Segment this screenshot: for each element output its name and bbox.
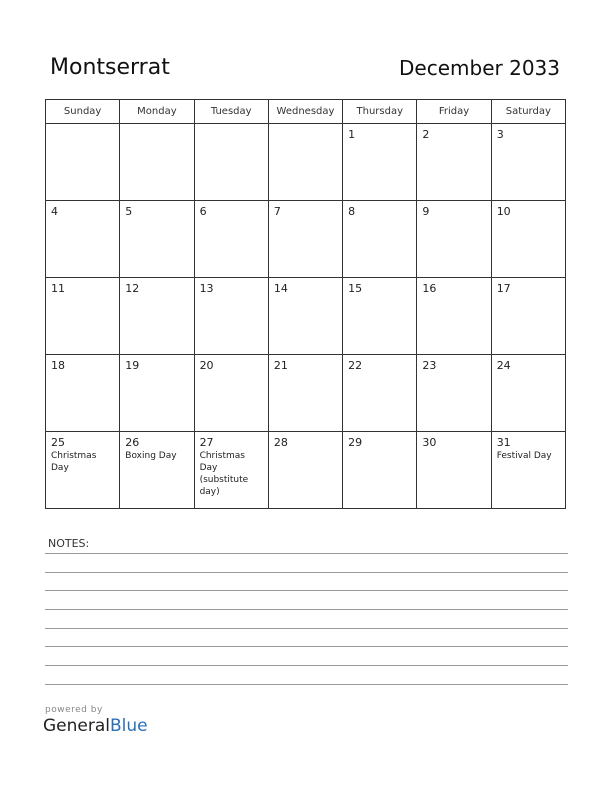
weekday-saturday: Saturday bbox=[491, 100, 565, 124]
day-cell bbox=[46, 201, 120, 278]
note-line bbox=[45, 572, 568, 573]
holiday-label: Boxing Day bbox=[125, 451, 177, 461]
day-cell bbox=[491, 432, 565, 509]
calendar-grid bbox=[45, 99, 566, 509]
week-row bbox=[46, 201, 566, 278]
day-cell bbox=[268, 278, 342, 355]
day-number: 12 bbox=[125, 282, 140, 295]
day-cell bbox=[194, 355, 268, 432]
day-number: 14 bbox=[273, 282, 288, 295]
holiday-label: Christmas Day (substitute day) bbox=[199, 451, 249, 497]
day-cell bbox=[343, 124, 417, 201]
note-line bbox=[45, 590, 568, 591]
day-cell bbox=[417, 124, 491, 201]
day-number: 28 bbox=[273, 436, 288, 449]
day-number: 8 bbox=[348, 205, 356, 218]
day-number: 24 bbox=[496, 359, 511, 372]
day-cell bbox=[268, 124, 342, 201]
day-number: 1 bbox=[348, 128, 356, 141]
day-cell bbox=[120, 278, 194, 355]
day-number: 18 bbox=[51, 359, 65, 372]
day-number: 22 bbox=[348, 359, 363, 372]
day-number: 15 bbox=[348, 282, 363, 295]
day-cell bbox=[491, 124, 565, 201]
day-number: 20 bbox=[199, 359, 214, 372]
day-cell bbox=[120, 201, 194, 278]
day-cell bbox=[120, 124, 194, 201]
day-cell bbox=[46, 278, 120, 355]
day-cell bbox=[417, 278, 491, 355]
day-cell bbox=[194, 278, 268, 355]
note-line bbox=[45, 646, 568, 647]
day-cell bbox=[491, 201, 565, 278]
weekday-sunday: Sunday bbox=[46, 100, 120, 124]
weekday-thursday: Thursday bbox=[343, 100, 417, 124]
day-cell bbox=[268, 432, 342, 509]
day-cell bbox=[194, 201, 268, 278]
day-number: 7 bbox=[273, 205, 281, 218]
day-cell bbox=[343, 278, 417, 355]
day-cell bbox=[268, 201, 342, 278]
day-cell bbox=[46, 124, 120, 201]
day-number: 10 bbox=[496, 205, 511, 218]
weekday-header-row bbox=[46, 100, 566, 124]
weekday-wednesday: Wednesday bbox=[268, 100, 342, 124]
day-number: 3 bbox=[496, 128, 504, 141]
day-number: 23 bbox=[422, 359, 437, 372]
powered-by-text: powered by bbox=[45, 705, 103, 715]
day-number: 13 bbox=[199, 282, 214, 295]
weekday-monday: Monday bbox=[120, 100, 194, 124]
brand-general-text: General bbox=[43, 716, 110, 736]
day-number: 5 bbox=[125, 205, 133, 218]
week-row bbox=[46, 278, 566, 355]
day-cell bbox=[120, 355, 194, 432]
day-cell bbox=[120, 432, 194, 509]
day-cell bbox=[46, 355, 120, 432]
weekday-friday: Friday bbox=[417, 100, 491, 124]
note-line bbox=[45, 684, 568, 685]
day-number: 4 bbox=[51, 205, 58, 218]
weekday-tuesday: Tuesday bbox=[194, 100, 268, 124]
day-cell bbox=[194, 124, 268, 201]
day-number: 17 bbox=[496, 282, 511, 295]
day-number: 9 bbox=[422, 205, 430, 218]
day-cell bbox=[417, 201, 491, 278]
day-number: 21 bbox=[273, 359, 288, 372]
note-line bbox=[45, 665, 568, 666]
note-line bbox=[45, 628, 568, 629]
day-number: 19 bbox=[125, 359, 140, 372]
day-cell bbox=[194, 432, 268, 509]
day-cell bbox=[268, 355, 342, 432]
day-cell bbox=[343, 201, 417, 278]
week-row bbox=[46, 124, 566, 201]
day-number: 16 bbox=[422, 282, 437, 295]
day-cell bbox=[343, 432, 417, 509]
country-title: Montserrat bbox=[50, 55, 170, 80]
day-number: 25 bbox=[51, 436, 65, 449]
brand-blue-text: Blue bbox=[110, 716, 148, 736]
day-number: 27 bbox=[199, 436, 214, 449]
generalblue-logo[interactable] bbox=[43, 716, 148, 736]
day-number: 11 bbox=[51, 282, 65, 295]
note-line bbox=[45, 609, 568, 610]
week-row bbox=[46, 432, 566, 509]
day-cell bbox=[417, 432, 491, 509]
day-number: 29 bbox=[348, 436, 363, 449]
day-cell bbox=[417, 355, 491, 432]
holiday-label: Festival Day bbox=[496, 451, 552, 461]
day-number: 6 bbox=[199, 205, 207, 218]
note-line bbox=[45, 553, 568, 554]
day-cell bbox=[46, 432, 120, 509]
day-number: 31 bbox=[496, 436, 511, 449]
day-number: 30 bbox=[422, 436, 437, 449]
notes-label: NOTES: bbox=[48, 537, 90, 550]
week-row bbox=[46, 355, 566, 432]
day-cell bbox=[491, 278, 565, 355]
day-cell bbox=[343, 355, 417, 432]
month-year-title: December 2033 bbox=[399, 56, 560, 80]
holiday-label: Christmas Day bbox=[51, 451, 97, 473]
day-cell bbox=[491, 355, 565, 432]
day-number: 26 bbox=[125, 436, 140, 449]
day-number: 2 bbox=[422, 128, 430, 141]
